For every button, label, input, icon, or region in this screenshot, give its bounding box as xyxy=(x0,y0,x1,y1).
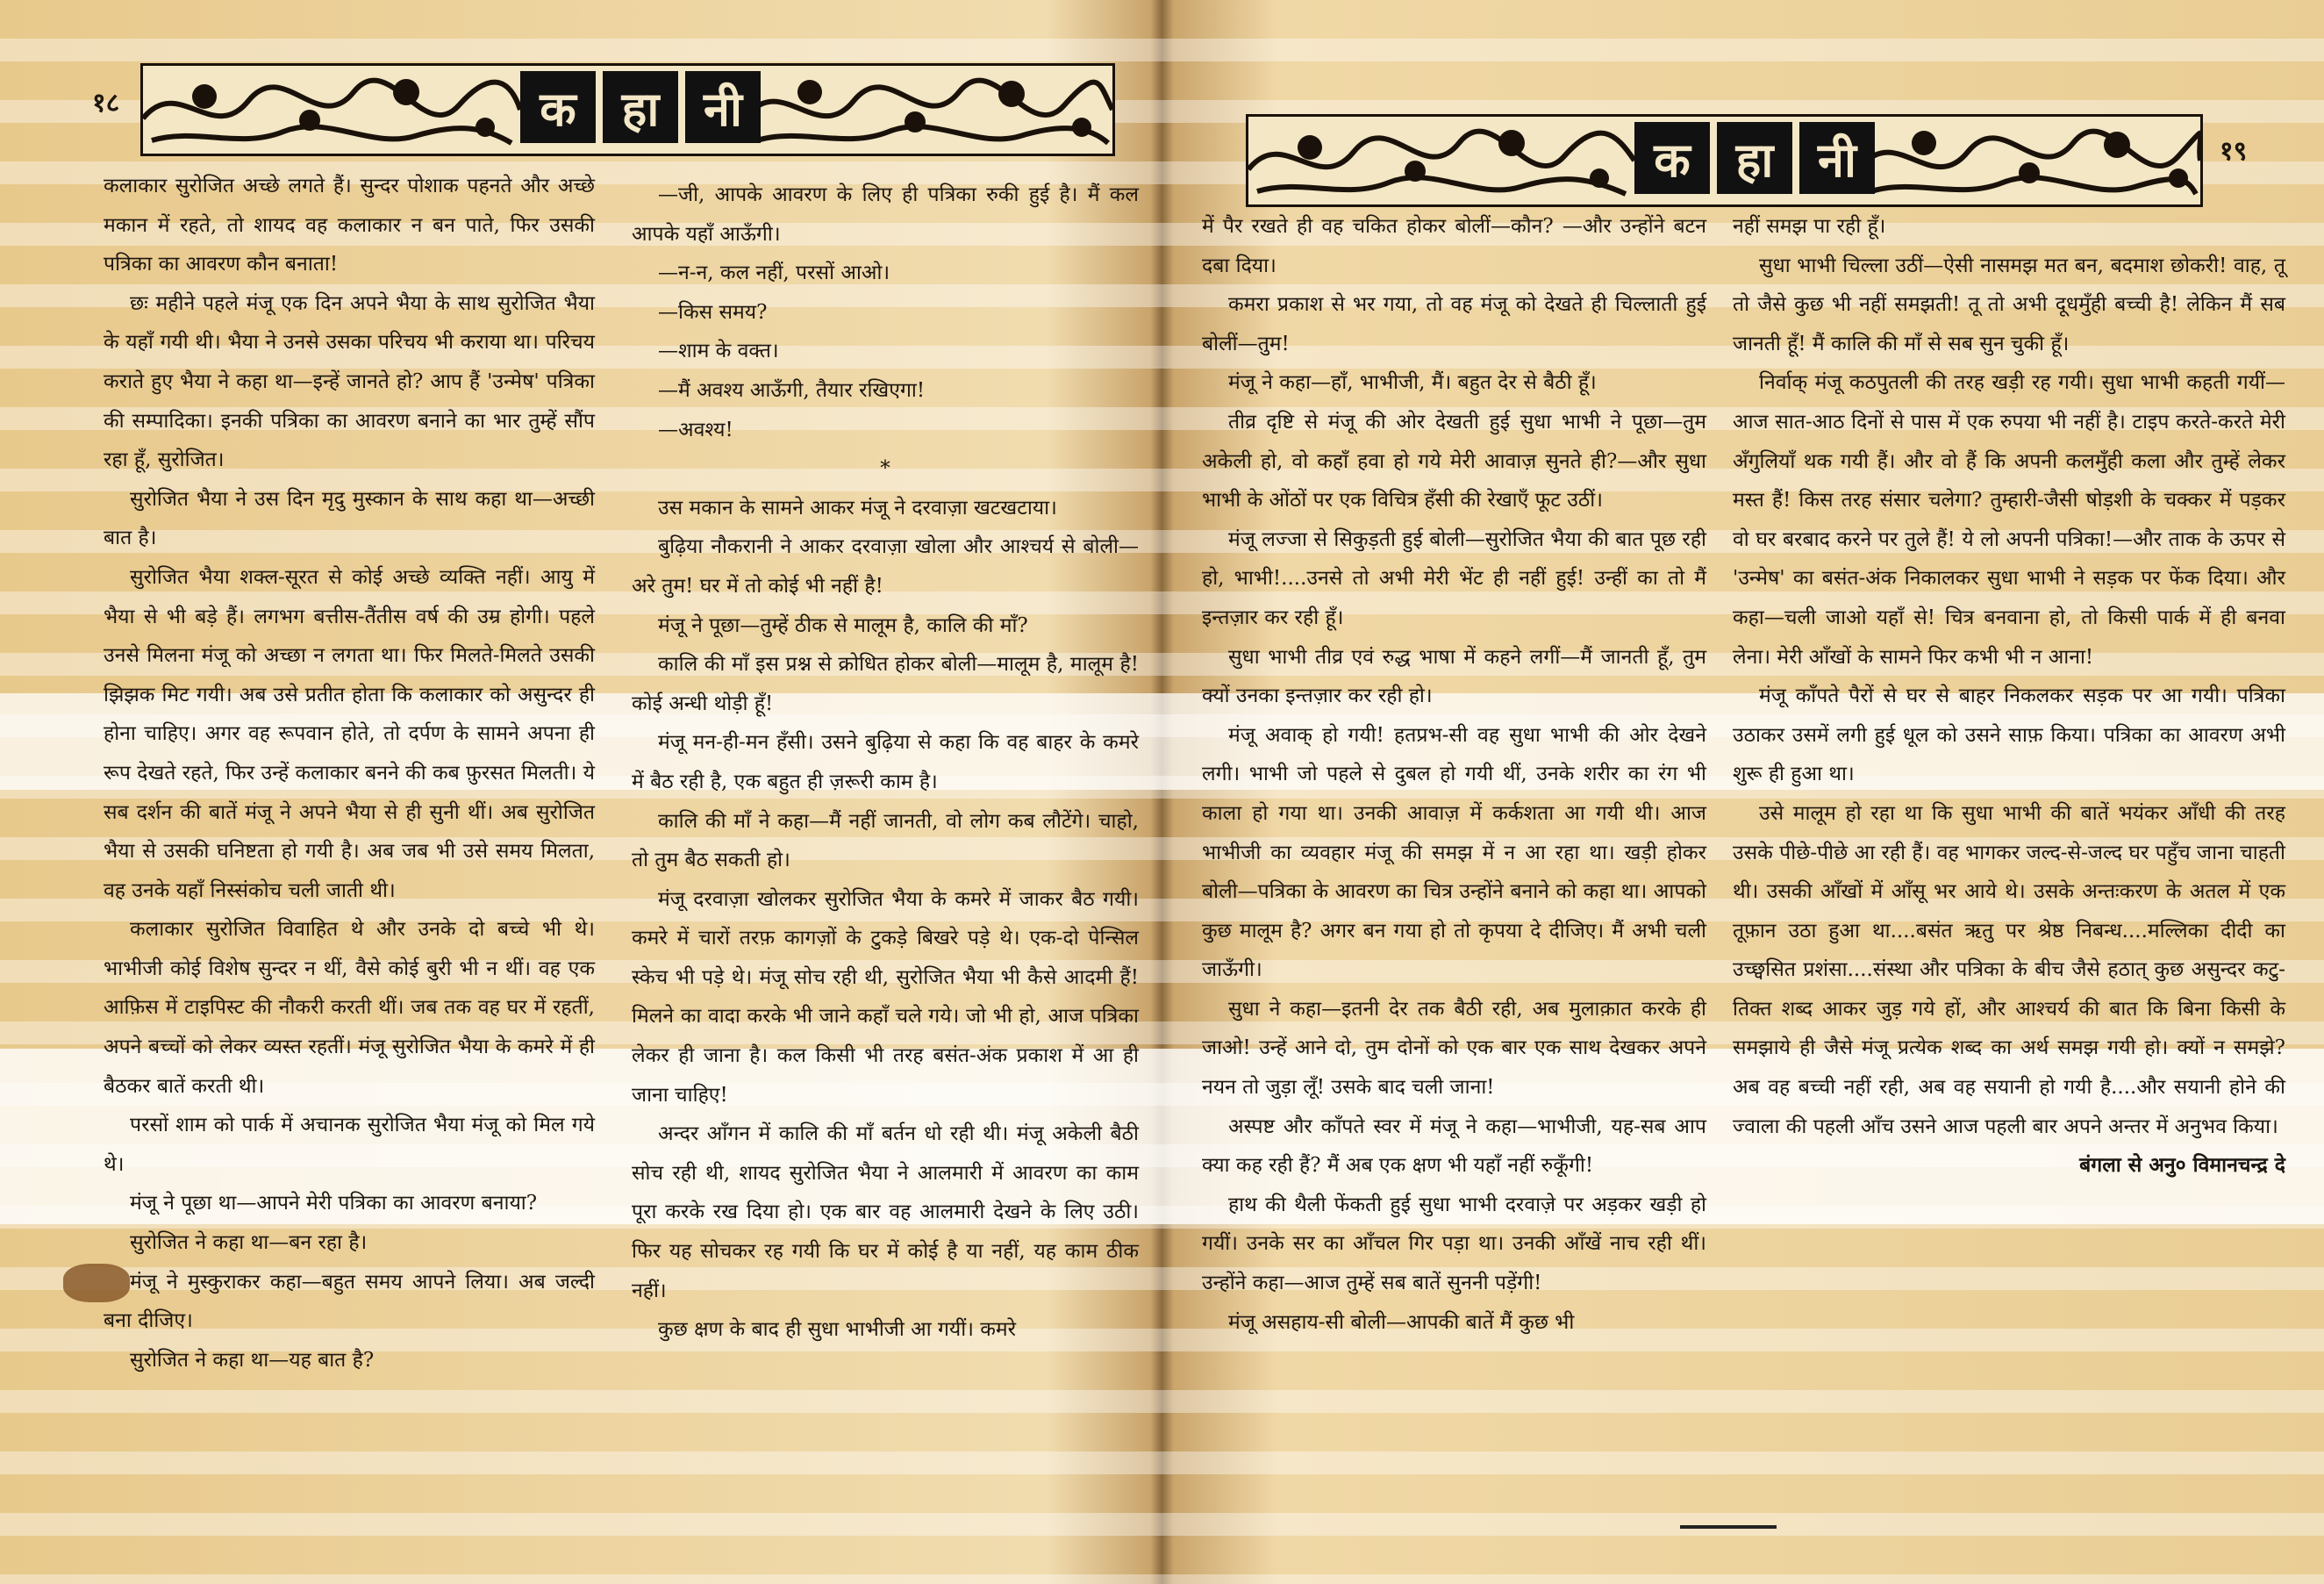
paragraph: सुरोजित भैया शक्ल-सूरत से कोई अच्छे व्यक्ति नहीं। आयु में भैया से भी बड़े हैं। लगभग बत्तीस-तैंतीस वर्ष की उम्र होगी। पहले उनसे मिलना मंजू को अच्छा न लगता था। फिर मिलते-मिलते उसकी झिझक मिट गयी। अब उसे प्रतीत होता कि कलाकार को असुन्दर ही होना चाहिए। अगर वह रूपवान होते, तो दर्पण के सामने अपना ही रूप देखते रहते, फिर उन्हें कलाकार बनने की कब फ़ुरसत मिलती। ये सब दर्शन की बातें मंजू ने अपने भैया से ही सुनी थीं। अब सुरोजित भैया से उसकी घनिष्टता हो गयी है। अब जब भी उसे समय मिलता, वह उनके यहाँ निस्संकोच चली जाती थी। xyxy=(104,565,595,902)
paragraph: बुढ़िया नौकरानी ने आकर दरवाज़ा खोला और आश्चर्य से बोली—अरे तुम! घर में तो कोई भी नहीं है! xyxy=(632,535,1139,598)
story-header-banner xyxy=(1246,114,2203,207)
paragraph: हाथ की थैली फेंकती हुई सुधा भाभी दरवाज़े पर अड़कर खड़ी हो गयीं। उनके सर का आँचल गिर पड़ा था। उनकी आँखें नाच रही थीं। उन्होंने कहा—आज तुम्हें सब बातें सुननी पड़ेंगी! xyxy=(1202,1193,1706,1295)
paragraph: अस्पष्ट और काँपते स्वर में मंजू ने कहा—भाभीजी, यह-सब आप क्या कह रही हैं? मैं अब एक क्षण भी यहाँ नहीं रुकूँगी! xyxy=(1202,1115,1706,1178)
paragraph: नहीं समझ पा रही हूँ। xyxy=(1733,215,1886,238)
paragraph: परसों शाम को पार्क में अचानक सुरोजित भैया मंजू को मिल गये थे। xyxy=(104,1114,595,1176)
paragraph: मंजू दरवाज़ा खोलकर सुरोजित भैया के कमरे में जाकर बैठ गयी। कमरे में चारों तरफ़ कागज़ों के टुकड़े बिखरे पड़े थे। एक-दो पेन्सिल स्केच भी पड़े थे। मंजू सोच रही थी, सुरोजित भैया भी कैसे आदमी हैं! मिलने का वादा करके भी जाने कहाँ चले गये। जो भी हो, आज पत्रिका लेकर ही जाना है। कल किसी भी तरह बसंत-अंक प्रकाश में आ ही जाना चाहिए! xyxy=(632,887,1139,1107)
text-column xyxy=(632,176,1139,1350)
paragraph: कलाकार सुरोजित विवाहित थे और उनके दो बच्चे भी थे। भाभीजी कोई विशेष सुन्दर न थीं, वैसे कोई बुरी भी न थीं। वह एक आफ़िस में टाइपिस्ट की नौकरी करती थीं। जब तक वह घर में रहतीं, अपने बच्चों को लेकर व्यस्त रहतीं। मंजू सुरोजित भैया के कमरे में ही बैठकर बातें करती थी। xyxy=(104,918,595,1098)
footer-rule xyxy=(1680,1525,1777,1529)
page-number: १८ xyxy=(92,88,120,118)
paragraph: मंजू अवाक् हो गयी! हतप्रभ-सी वह सुधा भाभी की ओर देखने लगी। भाभी जो पहले से दुबल हो गयी थीं, उनके शरीर का रंग भी काला हो गया था। उनकी आवाज़ में कर्कशता आ गयी थी। आज भाभीजी का व्यवहार मंजू की समझ में न आ रहा था। खड़ी होकर बोली—पत्रिका के आवरण का चित्र उन्होंने बनाने को कहा था। आपको कुछ मालूम है? अगर बन गया हो तो कृपया दे दीजिए। मैं अभी चली जाऊँगी। xyxy=(1202,723,1706,982)
paragraph: —न-न, कल नहीं, परसों आओ। xyxy=(658,262,890,285)
title-letter: क xyxy=(520,71,596,143)
paragraph: कमरा प्रकाश से भर गया, तो वह मंजू को देखते ही चिल्लाती हुई बोलीं—तुम! xyxy=(1202,293,1706,355)
paragraph: मंजू मन-ही-मन हँसी। उसने बुढ़िया से कहा कि वह बाहर के कमरे में बैठ रही है, एक बहुत ही ज़रूरी काम है। xyxy=(632,731,1139,793)
right-page xyxy=(1167,0,2324,1584)
paragraph: सुधा ने कहा—इतनी देर तक बैठी रही, अब मुलाक़ात करके ही जाओ! उन्हें आने दो, तुम दोनों को एक बार एक साथ देखकर अपने नयन तो जुड़ा लूँ! उसके बाद चली जाना! xyxy=(1202,997,1706,1100)
paragraph: उस मकान के सामने आकर मंजू ने दरवाज़ा खटखटाया। xyxy=(658,496,1057,520)
paragraph: कुछ क्षण के बाद ही सुधा भाभीजी आ गयीं। कमरे xyxy=(658,1318,1017,1342)
paragraph: मंजू ने पूछा था—आपने मेरी पत्रिका का आवरण बनाया? xyxy=(130,1192,538,1215)
title-letter: नी xyxy=(685,71,761,143)
text-column xyxy=(1202,207,1706,1342)
paragraph: सुरोजित भैया ने उस दिन मृदु मुस्कान के साथ कहा था—अच्छी बात है। xyxy=(104,487,595,550)
left-page xyxy=(0,0,1156,1584)
ink-stain xyxy=(63,1264,130,1302)
paragraph: सुधा भाभी चिल्ला उठीं—ऐसी नासमझ मत बन, बदमाश छोकरी! वाह, तू तो जैसे कुछ भी नहीं समझती! तू तो अभी दूधमुँही बच्ची है! लेकिन मैं सब जानती हूँ! मैं कालि की माँ से सब सुन चुकी हूँ। xyxy=(1733,254,2285,355)
paragraph: कलाकार सुरोजित अच्छे लगते हैं। सुन्दर पोशाक पहनते और अच्छे मकान में रहते, तो शायद वह कलाकार न बन पाते, फिर उसकी पत्रिका का आवरण कौन बनाता! xyxy=(104,175,595,276)
paragraph: सुरोजित ने कहा था—बन रहा है। xyxy=(130,1231,368,1255)
paragraph: कालि की माँ इस प्रश्न से क्रोधित होकर बोली—मालूम है, मालूम है! कोई अन्धी थोड़ी हूँ! xyxy=(632,653,1139,715)
paragraph: सुरोजित ने कहा था—यह बात है? xyxy=(130,1348,375,1372)
paragraph: अन्दर आँगन में कालि की माँ बर्तन धो रही थी। मंजू अकेली बैठी सोच रही थी, शायद सुरोजित भैया ने आलमारी में आवरण का काम पूरा करके रख दिया हो। एक बार वह आलमारी देखने के लिए उठी। फिर यह सोचकर रह गयी कि घर में कोई है या नहीं, यह काम ठीक नहीं। xyxy=(632,1122,1139,1302)
title-letter: क xyxy=(1634,122,1710,194)
story-title xyxy=(520,71,761,143)
paragraph: तीव्र दृष्टि से मंजू की ओर देखती हुई सुधा भाभी ने पूछा—तुम अकेली हो, वो कहाँ हवा हो गये मेरी आवाज़ सुनते ही?—और सुधा भाभी के ओंठों पर एक विचित्र हँसी की रेखाएँ फूट उठीं। xyxy=(1202,410,1706,512)
paragraph: —जी, आपके आवरण के लिए ही पत्रिका रुकी हुई है। मैं कल आपके यहाँ आऊँगी। xyxy=(632,183,1139,246)
text-column xyxy=(1733,207,2285,1186)
title-letter: नी xyxy=(1799,122,1875,194)
paragraph: छः महीने पहले मंजू एक दिन अपने भैया के साथ सुरोजित भैया के यहाँ गयी थी। भैया ने उनसे उसका परिचय भी कराया था। परिचय कराते हुए भैया ने कहा था—इन्हें जानते हो? आप हैं 'उन्मेष' पत्रिका की सम्पादिका। इनकी पत्रिका का आवरण बनाने का भार तुम्हें सौंप रहा हूँ, सुरोजित। xyxy=(104,291,595,472)
paragraph: मंजू असहाय-सी बोली—आपकी बातें मैं कुछ भी xyxy=(1228,1310,1575,1334)
story-title xyxy=(1634,122,1875,194)
title-letter: हा xyxy=(603,71,678,143)
story-header-banner xyxy=(140,63,1115,156)
paragraph: —अवश्य! xyxy=(658,418,733,441)
text-column xyxy=(104,167,595,1380)
title-letter: हा xyxy=(1717,122,1792,194)
paragraph: मंजू ने कहा—हाँ, भाभीजी, मैं। बहुत देर से बैठी हूँ। xyxy=(1228,371,1597,395)
paragraph: कालि की माँ ने कहा—मैं नहीं जानती, वो लोग कब लौटेंगे। चाहो, तो तुम बैठ सकती हो। xyxy=(632,809,1139,872)
page-number: १९ xyxy=(2220,136,2248,167)
paragraph: निर्वाक् मंजू कठपुतली की तरह खड़ी रह गयी। सुधा भाभी कहती गयीं—आज सात-आठ दिनों से पास में एक रुपया भी नहीं है। टाइप करते-करते मेरी अँगुलियाँ थक गयी हैं। और वो हैं कि अपनी कलमुँही कला और तुम्हें लेकर मस्त हैं! किस तरह संसार चलेगा? तुम्हारी-जैसी षोड़शी के चक्कर में पड़कर वो घर बरबाद करने पर तुले हैं! ये लो अपनी पत्रिका!—और ताक के ऊपर से 'उन्मेष' का बसंत-अंक निकालकर सुधा भाभी ने सड़क पर फेंक दिया। और कहा—चली जाओ यहाँ से! चित्र बनवाना हो, तो किसी पार्क में ही बनवा लेना। मेरी आँखों के सामने फिर कभी भी न आना! xyxy=(1733,371,2285,669)
paragraph: मंजू काँपते पैरों से घर से बाहर निकलकर सड़क पर आ गयी। पत्रिका उठाकर उसमें लगी हुई धूल को उसने साफ़ किया। पत्रिका का आवरण अभी शुरू ही हुआ था। xyxy=(1733,684,2285,786)
paragraph: —मैं अवश्य आऊँगी, तैयार रखिएगा! xyxy=(658,378,926,402)
paragraph: मंजू ने मुस्कुराकर कहा—बहुत समय आपने लिया। अब जल्दी बना दीजिए। xyxy=(104,1270,595,1333)
paragraph: में पैर रखते ही वह चकित होकर बोलीं—कौन? —और उन्होंने बटन दबा दिया। xyxy=(1202,215,1706,277)
paragraph: मंजू लज्जा से सिकुड़ती हुई बोली—सुरोजित भैया की बात पूछ रही हो, भाभी!....उनसे तो अभी मेरी भेंट ही नहीं हुई! उन्हीं का तो मैं इन्तज़ार कर रही हूँ। xyxy=(1202,527,1706,629)
translator-byline: बंगला से अनु० विमानचन्द्र दे xyxy=(2079,1153,2285,1178)
paragraph: सुधा भाभी तीव्र एवं रुद्ध भाषा में कहने लगीं—मैं जानती हूँ, तुम क्यों उनका इन्तज़ार कर रही हो। xyxy=(1202,645,1706,708)
paragraph: —किस समय? xyxy=(658,300,768,324)
paragraph: —शाम के वक्त। xyxy=(658,340,779,363)
paragraph: उसे मालूम हो रहा था कि सुधा भाभी की बातें भयंकर आँधी की तरह उसके पीछे-पीछे आ रही हैं। वह भागकर जल्द-से-जल्द घर पहुँच जाना चाहती थी। उसकी आँखों में आँसू भर आये थे। उसके अन्तःकरण के अतल में एक तूफ़ान उठा हुआ था....बसंत ऋतु पर श्रेष्ठ निबन्ध....मल्लिका दीदी का उच्छ्वसित प्रशंसा....संस्था और पत्रिका के बीच जैसे हठात् कुछ असुन्दर कटु-तिक्त शब्द आकर जुड़ गये हों, और आश्चर्य की बात कि बिना किसी के समझाये ही जैसे मंजू प्रत्येक शब्द का अर्थ समझ गयी हो। क्यों न समझे? अब वह बच्ची नहीं रही, अब वह सयानी हो गयी है....और सयानी होने की ज्वाला की पहली आँच उसने आज पहली बार अपने अन्तर में अनुभव किया। xyxy=(1733,801,2285,1138)
section-break-asterisk: * xyxy=(880,457,890,481)
paragraph: मंजू ने पूछा—तुम्हें ठीक से मालूम है, कालि की माँ? xyxy=(658,613,1028,637)
